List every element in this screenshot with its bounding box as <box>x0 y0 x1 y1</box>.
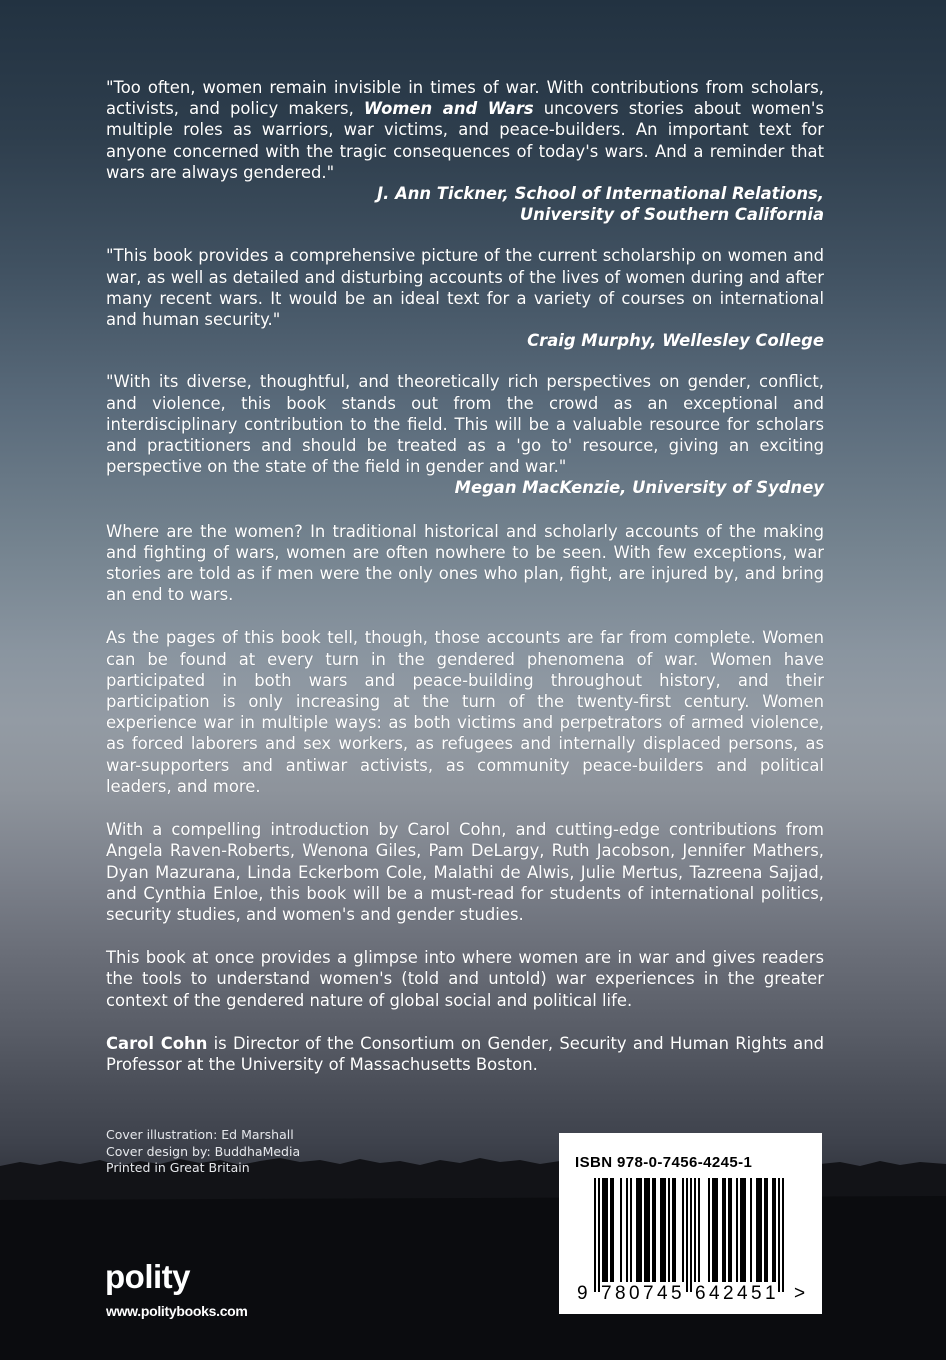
barcode-bar <box>672 1178 674 1282</box>
barcode-bar <box>774 1178 776 1282</box>
attribution-mackenzie: Megan MacKenzie, University of Sydney <box>454 478 824 498</box>
barcode-bar <box>594 1178 596 1292</box>
barcode-bar <box>712 1178 714 1282</box>
barcode-bar <box>598 1178 600 1292</box>
ean-digit: 4 <box>737 1283 748 1304</box>
barcode-bar <box>638 1178 640 1282</box>
barcode-bar <box>626 1178 628 1282</box>
barcode-bar <box>674 1178 676 1282</box>
barcode-bar <box>756 1178 758 1282</box>
ean-digit: 6 <box>695 1283 706 1304</box>
quote-tickner: "Too often, women remain invisible in times of war. With contributions from scholars, activists, and policy makers, Women and Wars uncovers stories about women's multiple roles as warriors, war victims, and peace-builders. An important text for anyone concerned with the tragic consequences of today's wars. And a reminder that wars are always gendered." <box>106 78 824 182</box>
cover-credits <box>106 1127 300 1177</box>
description-paragraph: With a compelling introduction by Carol Cohn, and cutting-edge contributions from Angela Raven-Roberts, Wenona Giles, Pam DeLargy, Ruth Jacobson, Jennifer Mathers, Dyan Mazurana, Linda Eckerbom Cole, Malathi de Alwis, Julie Mertus, Tazreena Sajjad, and Cynthia Enloe, this book will be a must-read for students of international politics, security studies, and women's and gender studies. <box>106 820 824 924</box>
barcode-bar <box>664 1178 666 1282</box>
barcode-bar <box>660 1178 662 1282</box>
ean-digit: 0 <box>629 1283 640 1304</box>
barcode-bar <box>714 1178 716 1282</box>
book-title-emphasis: Women and Wars <box>363 99 534 119</box>
credit-line: Cover design by: BuddhaMedia <box>106 1143 301 1159</box>
barcode-bar <box>740 1178 742 1282</box>
barcode-bar <box>620 1178 622 1282</box>
quote-murphy: "This book provides a comprehensive picture of the current scholarship on women and war, as well as detailed and disturbing accounts of the lives of women during and after many recent wars. It would be an ideal text for a variety of courses on international and human security." <box>106 246 824 330</box>
barcode-bar <box>668 1178 670 1282</box>
ean-digit: 8 <box>615 1283 626 1304</box>
barcode-bar <box>602 1178 604 1282</box>
barcode-bar <box>728 1178 730 1282</box>
barcode-bar <box>612 1178 614 1282</box>
credit-line: Cover illustration: Ed Marshall <box>106 1127 294 1142</box>
publisher-logo: polity <box>105 1258 190 1295</box>
credit-line: Printed in Great Britain <box>106 1160 250 1175</box>
barcode-bar <box>736 1178 738 1282</box>
barcode-bar <box>716 1178 718 1282</box>
barcode-bars <box>559 1133 822 1314</box>
barcode-bar <box>772 1178 774 1282</box>
barcode-bar <box>640 1178 642 1282</box>
barcode-bar <box>682 1178 684 1282</box>
author-name: Carol Cohn <box>106 1033 208 1053</box>
barcode-bar <box>652 1178 654 1282</box>
attribution-tickner-line1: J. Ann Tickner, School of International Relations, <box>377 184 824 204</box>
ean-digit: 5 <box>671 1283 682 1304</box>
barcode-bar <box>750 1178 752 1282</box>
barcode-bar <box>764 1178 766 1282</box>
ean-digit: 2 <box>723 1283 734 1304</box>
barcode-bar <box>708 1178 710 1282</box>
isbn-label: ISBN 978-0-7456-4245-1 <box>575 1154 753 1171</box>
barcode-bar <box>766 1178 768 1282</box>
ean-digit: 4 <box>657 1283 668 1304</box>
barcode-bar <box>654 1178 656 1282</box>
barcode-bar <box>646 1178 648 1282</box>
barcode-bar <box>758 1178 760 1282</box>
description-paragraph: Where are the women? In traditional historical and scholarly accounts of the making and fighting of wars, women are often nowhere to be seen. With few exceptions, war stories are told as if men were the only ones who plan, fight, are injured by, and bring an end to wars. <box>106 521 824 605</box>
quote-mackenzie: "With its diverse, thoughtful, and theoretically rich perspectives on gender, conflict, and violence, this book stands out from the crowd as an exceptional and interdisciplinary contribution to the field. This will be a valuable resource for scholars and practitioners and should be treated as a 'go to' resource, giving an exciting perspective on the state of the field in gender and war." <box>106 372 824 477</box>
barcode-bar <box>782 1178 784 1292</box>
barcode-bar <box>722 1178 724 1282</box>
isbn-barcode <box>559 1133 822 1314</box>
barcode-bar <box>610 1178 612 1282</box>
ean-digit: 7 <box>643 1283 654 1304</box>
barcode-bar <box>636 1178 638 1282</box>
barcode-bar <box>662 1178 664 1282</box>
barcode-bar <box>644 1178 646 1282</box>
barcode-bar <box>648 1178 650 1282</box>
back-cover-text <box>106 77 824 1075</box>
author-bio: Carol Cohn is Director of the Consortium on Gender, Security and Human Rights and Professor at the University of Massachusetts Boston. <box>106 1033 824 1074</box>
barcode-bar <box>690 1178 692 1292</box>
description-paragraph: As the pages of this book tell, though, those accounts are far from complete. Women can be found at every turn in the gendered phenomena of war. Women have participated in both wars and peace-building throughout history, and their participation is only increasing at the turn of the twenty-first century. Women experience war in multiple ways: as both victims and perpetrators of armed violence, as forced laborers and sex workers, as refugees and internally displaced persons, as war-supporters and antiwar activists, as community peace-builders and political leaders, and more. <box>106 628 824 796</box>
barcode-bar <box>778 1178 780 1292</box>
barcode-bar <box>742 1178 744 1282</box>
ean-digit: 1 <box>765 1283 776 1304</box>
barcode-bar <box>686 1178 688 1292</box>
ean-digit: 5 <box>751 1283 762 1304</box>
attribution-tickner-line2: University of Southern California <box>519 205 824 225</box>
ean-digit: > <box>794 1283 806 1304</box>
ean-digit: 4 <box>709 1283 720 1304</box>
ean-digit: 9 <box>577 1283 588 1304</box>
barcode-bar <box>760 1178 762 1282</box>
barcode-bar <box>694 1178 696 1282</box>
ean-digit: 7 <box>601 1283 612 1304</box>
description-paragraph: This book at once provides a glimpse into where women are in war and gives readers the tools to understand women's (told and untold) war experiences in the greater context of the gendered nature of global social and political life. <box>106 948 824 1010</box>
barcode-bar <box>604 1178 606 1282</box>
barcode-bar <box>744 1178 746 1282</box>
barcode-bar <box>606 1178 608 1282</box>
publisher-website: www.politybooks.com <box>106 1303 248 1319</box>
barcode-bar <box>724 1178 726 1282</box>
barcode-bar <box>730 1178 732 1282</box>
attribution-murphy: Craig Murphy, Wellesley College <box>527 331 824 351</box>
barcode-bar <box>630 1178 632 1282</box>
barcode-bar <box>698 1178 700 1282</box>
